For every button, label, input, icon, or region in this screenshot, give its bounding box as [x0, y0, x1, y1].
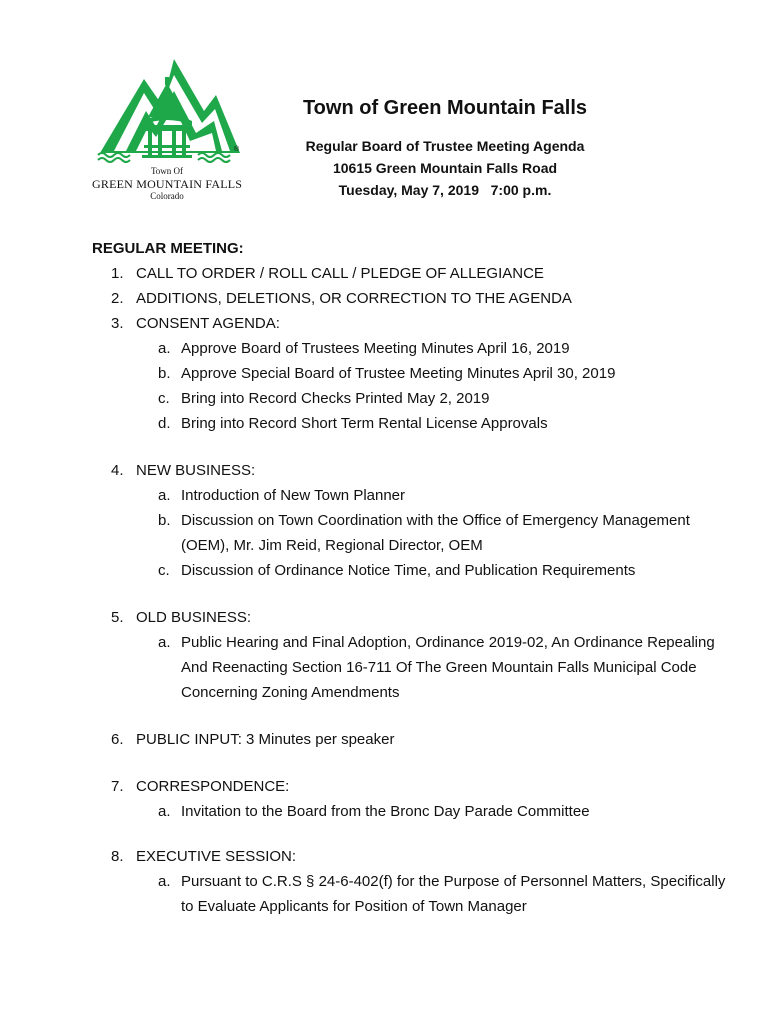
item-text: PUBLIC INPUT: 3 Minutes per speaker	[136, 731, 395, 748]
agenda-item	[92, 458, 732, 483]
sub-item-letter: a.	[158, 487, 171, 504]
meeting-date-time: Tuesday, May 7, 2019 7:00 p.m.	[338, 182, 552, 198]
sub-item	[92, 411, 732, 436]
registered-mark: ®	[234, 146, 240, 153]
sub-item-letter: c.	[158, 562, 170, 579]
spacer	[92, 752, 732, 774]
agenda-item	[92, 311, 732, 336]
sub-item-list	[92, 483, 732, 583]
mountain-gazebo-logo-icon	[92, 55, 242, 167]
item-text: ADDITIONS, DELETIONS, OR CORRECTION TO THE AGENDA	[136, 290, 572, 307]
logo-town-name: GREEN MOUNTAIN FALLS	[92, 177, 243, 191]
sub-item	[92, 361, 732, 386]
item-number: 3.	[111, 315, 124, 332]
item-text: EXECUTIVE SESSION:	[136, 848, 297, 865]
sub-item	[92, 483, 732, 508]
agenda-item	[92, 605, 732, 630]
item-number: 5.	[111, 609, 124, 626]
item-text: OLD BUSINESS:	[136, 609, 252, 626]
sub-item-text: Public Hearing and Final Adoption, Ordinance 2019-02, An Ordinance Repealing And Reenacting Section 16-711 Of The Green Mountain Falls Municipal Code Concerning Zoning Amendments	[181, 634, 715, 701]
sub-item-text: Invitation to the Board from the Bronc Day Parade Committee	[181, 803, 590, 820]
spacer	[92, 705, 732, 727]
spacer	[92, 824, 732, 844]
sub-item	[92, 508, 732, 558]
spacer	[92, 583, 732, 605]
item-number: 4.	[111, 462, 124, 479]
sub-item-text: Bring into Record Checks Printed May 2, 2019	[181, 390, 490, 407]
meeting-type: Regular Board of Trustee Meeting Agenda	[305, 138, 585, 154]
item-text: NEW BUSINESS:	[136, 462, 256, 479]
sub-item	[92, 386, 732, 411]
item-number: 7.	[111, 778, 124, 795]
logo-state: Colorado	[150, 191, 184, 201]
sub-item-text: Bring into Record Short Term Rental License Approvals	[181, 415, 548, 432]
meeting-address: 10615 Green Mountain Falls Road	[332, 160, 558, 176]
sub-item	[92, 630, 732, 705]
sub-item-text: Introduction of New Town Planner	[181, 487, 406, 504]
item-text: CORRESPONDENCE:	[136, 778, 290, 795]
agenda-header	[250, 95, 640, 201]
sub-item-text: Approve Board of Trustees Meeting Minutes April 16, 2019	[181, 340, 570, 357]
page-title: Town of Green Mountain Falls	[302, 97, 588, 119]
item-number: 6.	[111, 731, 124, 748]
sub-item-letter: a.	[158, 634, 171, 651]
sub-item-letter: a.	[158, 873, 171, 890]
agenda-item	[92, 844, 732, 869]
item-number: 1.	[111, 265, 124, 282]
agenda-item	[92, 286, 732, 311]
agenda-item	[92, 774, 732, 799]
sub-item	[92, 799, 732, 824]
sub-item-list	[92, 336, 732, 436]
agenda-item	[92, 261, 732, 286]
sub-item-text: Discussion of Ordinance Notice Time, and Publication Requirements	[181, 562, 636, 579]
sub-item-letter: a.	[158, 340, 171, 357]
agenda-item	[92, 727, 732, 752]
sub-item-text: Pursuant to C.R.S § 24-6-402(f) for the Purpose of Personnel Matters, Specifically to Evaluate Applicants for Position of Town Manager	[181, 873, 726, 915]
sub-item-letter: a.	[158, 803, 171, 820]
spacer	[92, 436, 732, 458]
sub-item-letter: c.	[158, 390, 170, 407]
item-number: 2.	[111, 290, 124, 307]
logo-town-of: Town Of	[150, 166, 184, 176]
sub-item	[92, 558, 732, 583]
agenda-body	[92, 236, 732, 919]
town-logo	[92, 55, 242, 205]
sub-item-list	[92, 630, 732, 705]
sub-item-text: Discussion on Town Coordination with the Office of Emergency Management (OEM), Mr. Jim Reid, Regional Director, OEM	[181, 512, 690, 554]
sub-item-list	[92, 799, 732, 824]
sub-item	[92, 336, 732, 361]
sub-item-letter: b.	[158, 365, 171, 382]
sub-item-letter: b.	[158, 512, 171, 529]
item-text: CALL TO ORDER / ROLL CALL / PLEDGE OF ALLEGIANCE	[136, 265, 544, 282]
section-heading: REGULAR MEETING:	[92, 240, 244, 257]
sub-item-text: Approve Special Board of Trustee Meeting Minutes April 30, 2019	[181, 365, 616, 382]
item-text: CONSENT AGENDA:	[136, 315, 280, 332]
sub-item-list	[92, 869, 732, 919]
sub-item-letter: d.	[158, 415, 171, 432]
sub-item	[92, 869, 732, 919]
item-number: 8.	[111, 848, 124, 865]
